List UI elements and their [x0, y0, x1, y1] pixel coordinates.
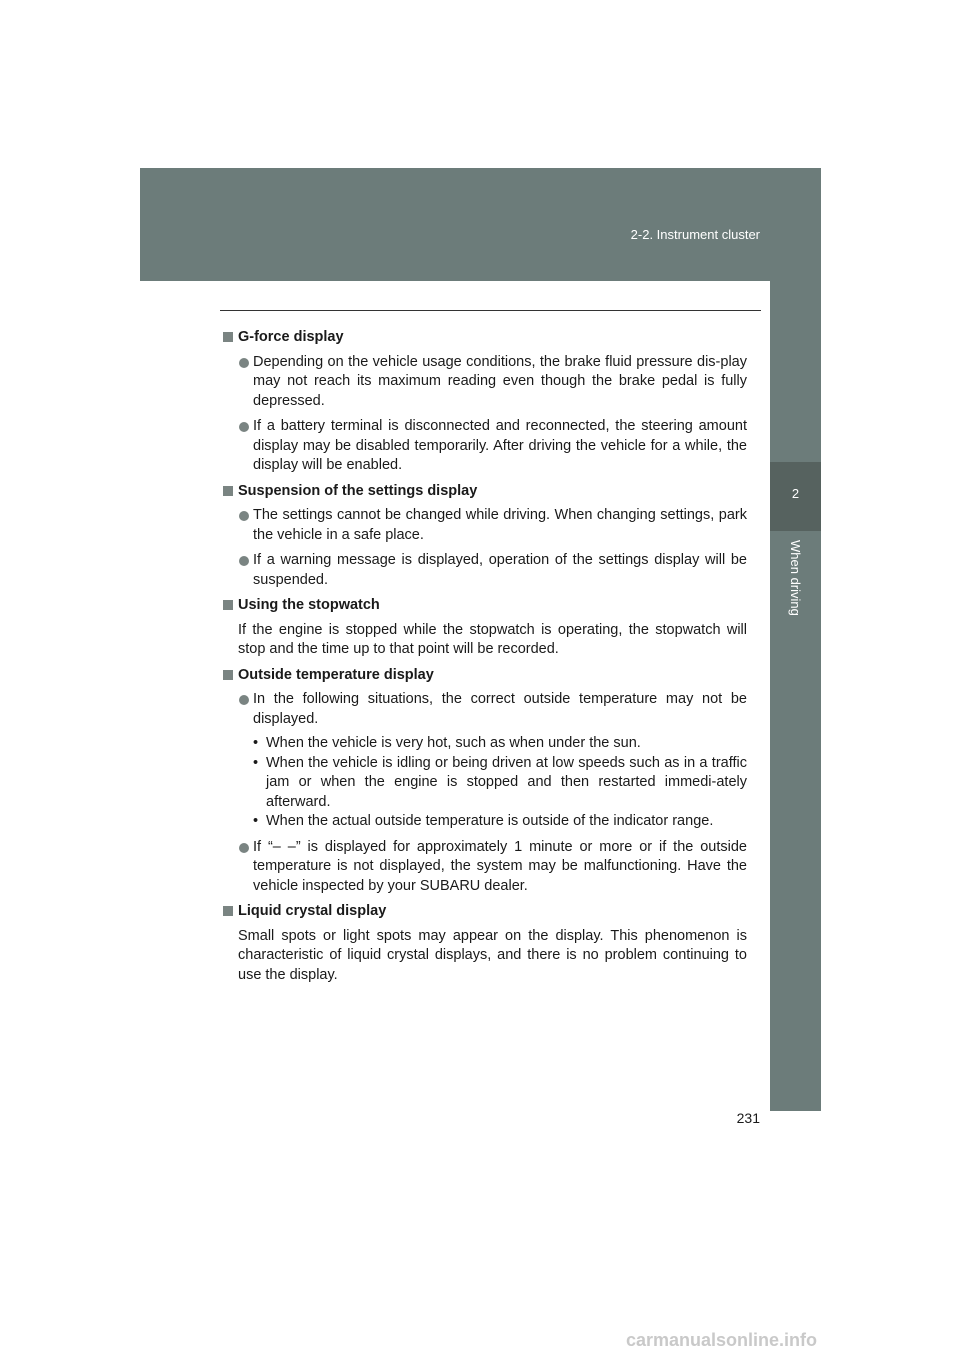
circle-bullet-icon	[239, 695, 249, 705]
square-bullet-icon	[223, 906, 233, 916]
section-heading: Using the stopwatch	[222, 596, 747, 616]
bullet-item: In the following situations, the correct outside temperature may not be displayed. • When the vehicle is very hot, such as when under the sun. • When the vehicle is idling or being driven at low speeds such as in a traffic jam or when the engine is stopped and then restarted immedi-ately afterward. • When the actual outside temperature is outside of the indicator range.	[222, 690, 747, 832]
section-heading: G-force display	[222, 328, 747, 348]
section-liquid-crystal	[222, 902, 747, 985]
bullet-item: If a battery terminal is disconnected and reconnected, the steering amount display may be disabled temporarily. After driving the vehicle for a while, the display will be enabled.	[222, 417, 747, 476]
section-settings-suspension	[222, 482, 747, 591]
dot-bullet-icon: •	[253, 754, 259, 771]
bullet-item: Depending on the vehicle usage conditions, the brake fluid pressure dis-play may not reach its maximum reading even though the brake pedal is fully depressed.	[222, 353, 747, 412]
section-title: 2-2. Instrument cluster	[630, 227, 760, 242]
section-heading: Outside temperature display	[222, 666, 747, 686]
bullet-item: The settings cannot be changed while driving. When changing settings, park the vehicle in a safe place.	[222, 506, 747, 545]
section-outside-temperature	[222, 666, 747, 897]
sub-list-item: • When the actual outside temperature is outside of the indicator range.	[222, 812, 747, 832]
circle-bullet-icon	[239, 422, 249, 432]
section-g-force	[222, 328, 747, 476]
square-bullet-icon	[223, 600, 233, 610]
dot-bullet-icon: •	[253, 735, 259, 751]
header-band	[140, 168, 821, 281]
section-stopwatch	[222, 596, 747, 660]
side-strip	[770, 281, 821, 1111]
dot-bullet-icon: •	[253, 813, 259, 829]
sub-list	[222, 734, 747, 832]
bullet-item: If “– –” is displayed for approximately 1 minute or more or if the outside temperature is not displayed, the system may be malfunctioning. Have the vehicle inspected by your SUBARU dealer.	[222, 838, 747, 897]
square-bullet-icon	[223, 332, 233, 342]
circle-bullet-icon	[239, 511, 249, 521]
bullet-item: If a warning message is displayed, operation of the settings display will be suspended.	[222, 551, 747, 590]
circle-bullet-icon	[239, 556, 249, 566]
circle-bullet-icon	[239, 358, 249, 368]
chapter-label-text: When driving	[788, 540, 803, 616]
page-content	[222, 328, 747, 991]
chapter-number: 2	[791, 486, 800, 501]
section-paragraph: If the engine is stopped while the stopwatch is operating, the stopwatch will stop and the time up to that point will be recorded.	[238, 621, 747, 657]
square-bullet-icon	[223, 486, 233, 496]
square-bullet-icon	[223, 670, 233, 680]
chapter-label	[770, 540, 821, 630]
circle-bullet-icon	[239, 843, 249, 853]
section-paragraph: Small spots or light spots may appear on the display. This phenomenon is characteristic of liquid crystal displays, and there is no problem continuing to use the display.	[238, 927, 747, 983]
page-number: 231	[736, 1110, 760, 1126]
top-rule	[220, 310, 761, 311]
section-heading: Liquid crystal display	[222, 902, 747, 922]
section-heading: Suspension of the settings display	[222, 482, 747, 502]
chapter-tab	[770, 462, 821, 531]
sub-list-item: • When the vehicle is idling or being driven at low speeds such as in a traffic jam or when the engine is stopped and then restarted immedi-ately afterward.	[253, 754, 747, 810]
sub-list-item: • When the vehicle is very hot, such as when under the sun.	[222, 734, 747, 754]
watermark: carmanualsonline.info	[626, 1330, 818, 1350]
